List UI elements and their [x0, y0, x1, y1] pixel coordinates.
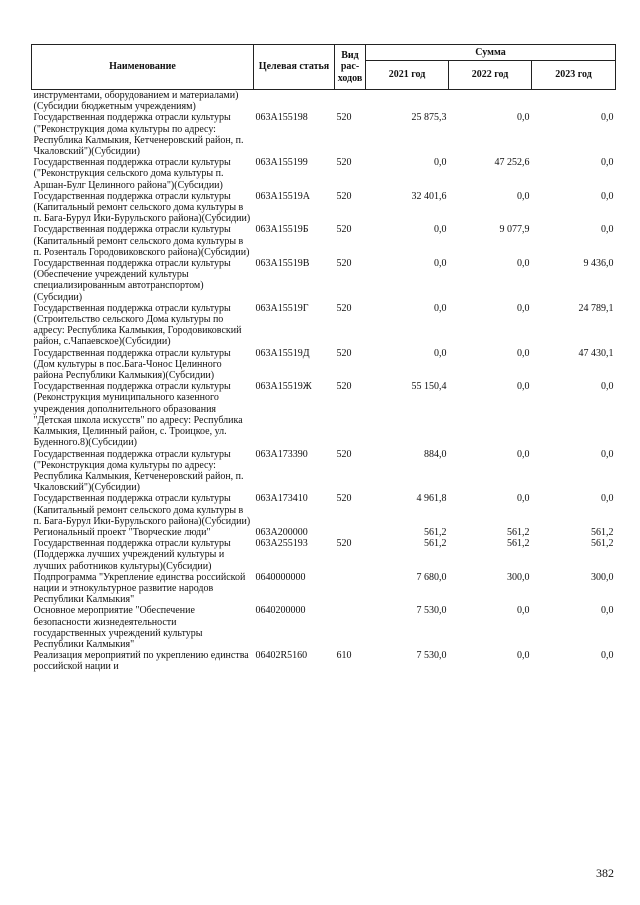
cell-sum-2023: 24 789,1 [578, 302, 614, 314]
cell-sum-2022: 0,0 [517, 448, 530, 460]
cell-expense-type: 520 [336, 157, 352, 169]
cell-sum-2022: 0,0 [517, 190, 530, 202]
cell-expense-type: 520 [336, 538, 352, 550]
cell-sum-2021: 32 401,6 [411, 190, 447, 202]
cell-sum-2023: 0,0 [601, 381, 614, 393]
cell-sum-2023: 0,0 [601, 493, 614, 505]
cell-sum-2022: 300,0 [507, 571, 530, 583]
cell-sum-2023: 0,0 [601, 448, 614, 460]
cell-sum-2022: 9 077,9 [499, 224, 530, 236]
cell-expense-type [335, 90, 366, 113]
cell-sum-2022: 561,2 [507, 526, 530, 538]
cell-sum-2021: 55 150,4 [411, 381, 447, 393]
table-row [32, 493, 616, 527]
cell-target-article: 063A173410 [255, 493, 308, 505]
cell-name: Государственная поддержка отрасли культуры (Капитальный ремонт сельского дома культуры в п. Бага-Бурул Ики-Бурульского района)(Субсидии) [33, 190, 251, 225]
header-year-2023: 2023 год [532, 61, 616, 90]
header-sum: Сумма [366, 45, 616, 61]
cell-name: Государственная поддержка отрасли культуры (Обеспечение учреждений культуры специализированным автотранспортом)(Субсидии) [33, 258, 231, 303]
cell-expense-type [335, 605, 366, 650]
cell-target-article: 063A15519Д [255, 347, 310, 359]
cell-target-article: 063A255193 [255, 538, 308, 550]
cell-sum-2022: 0,0 [517, 493, 530, 505]
table-body [32, 90, 616, 673]
cell-name: Реализация мероприятий по укреплению единства российской нации и [33, 650, 249, 673]
cell-sum-2023: 300,0 [591, 571, 614, 583]
cell-sum-2023: 0,0 [601, 190, 614, 202]
cell-name: Государственная поддержка отрасли культуры (Поддержка лучших учреждений культуры и лучших работников культуры)(Субсидии) [33, 538, 231, 572]
cell-target-article: 0640200000 [255, 605, 306, 617]
cell-sum-2022: 0,0 [517, 347, 530, 359]
cell-sum-2021: 884,0 [424, 448, 447, 460]
cell-name: Подпрограмма "Укрепление единства российской нации и этнокультурное развитие народов Республики Калмыкия" [33, 571, 246, 606]
table-row [32, 381, 616, 448]
cell-sum-2023: 0,0 [601, 605, 614, 617]
cell-sum-2022: 0,0 [517, 650, 530, 662]
table-row [32, 303, 616, 348]
cell-name: Государственная поддержка отрасли культуры (Строительство сельского Дома культуры по адресу: Республика Калмыкия, Городовиковский район, с.Чапаевское)(Субсидии) [33, 302, 242, 348]
cell-target-article [254, 90, 335, 113]
cell-sum-2021: 561,2 [424, 538, 447, 550]
cell-expense-type: 610 [336, 650, 352, 662]
cell-sum-2023: 561,2 [591, 526, 614, 538]
cell-target-article: 063A15519Г [255, 302, 309, 314]
cell-sum-2022: 0,0 [517, 258, 530, 270]
cell-expense-type: 520 [336, 448, 352, 460]
cell-expense-type: 520 [336, 190, 352, 202]
table-row [32, 112, 616, 157]
cell-expense-type: 520 [336, 302, 352, 314]
cell-sum-2022 [449, 90, 532, 113]
cell-sum-2022: 0,0 [517, 381, 530, 393]
table-row [32, 258, 616, 303]
cell-expense-type: 520 [336, 112, 352, 124]
cell-expense-type [335, 527, 366, 538]
cell-target-article: 063A15519В [255, 258, 310, 270]
cell-target-article: 063A155199 [255, 157, 308, 169]
cell-sum-2021: 7 530,0 [416, 650, 447, 662]
cell-name: Государственная поддержка отрасли культуры (Реконструкция муниципального казенного учреждения дополнительного образования "Детская школа искусств" по адресу: Республика Калмыкия, Целинный район, с. Троицкое, ул. Буденного.8)(Субсидии) [33, 381, 243, 449]
cell-sum-2021: 0,0 [434, 157, 447, 169]
cell-target-article: 063A173390 [255, 448, 308, 460]
cell-name: инструментами, оборудованием и материалами)(Субсидии бюджетным учреждениям) [33, 90, 239, 113]
cell-sum-2021: 4 961,8 [416, 493, 447, 505]
header-year-2022: 2022 год [449, 61, 532, 90]
cell-name: Основное мероприятие "Обеспечение безопасности жизнедеятельности государственных учреждений культуры Республики Калмыкия" [33, 605, 203, 650]
table-row [32, 90, 616, 113]
cell-sum-2022: 0,0 [517, 605, 530, 617]
cell-sum-2021: 0,0 [434, 258, 447, 270]
cell-target-article: 06402R5160 [255, 650, 308, 662]
cell-sum-2021: 561,2 [424, 526, 447, 538]
table-header [32, 45, 616, 90]
table-row [32, 157, 616, 191]
table-row [32, 449, 616, 494]
cell-expense-type: 520 [336, 381, 352, 393]
budget-table [31, 44, 616, 673]
table-row [32, 538, 616, 572]
cell-sum-2022: 0,0 [517, 302, 530, 314]
table-row [32, 650, 616, 672]
cell-sum-2021: 0,0 [434, 302, 447, 314]
cell-sum-2021: 7 680,0 [416, 571, 447, 583]
header-expense-type: Вид рас-ходов [335, 45, 366, 90]
table-row [32, 527, 616, 538]
cell-sum-2021 [366, 90, 449, 113]
table-row [32, 348, 616, 382]
table-row [32, 191, 616, 225]
cell-name: Государственная поддержка отрасли культуры (Дом культуры в пос.Бага-Чонос Целинного района Республики Калмыкия)(Субсидии) [33, 347, 231, 382]
header-year-2021: 2021 год [366, 61, 449, 90]
cell-name: Региональный проект "Творческие люди" [33, 526, 211, 538]
cell-sum-2021: 0,0 [434, 224, 447, 236]
cell-sum-2021: 25 875,3 [411, 112, 447, 124]
header-target-article: Целевая статья [254, 45, 335, 90]
table-row [32, 605, 616, 650]
cell-sum-2021: 0,0 [434, 347, 447, 359]
cell-sum-2023: 0,0 [601, 157, 614, 169]
cell-sum-2023: 9 436,0 [583, 258, 614, 270]
cell-target-article: 063A200000 [255, 526, 308, 538]
cell-sum-2023: 561,2 [591, 538, 614, 550]
cell-sum-2023: 0,0 [601, 650, 614, 662]
cell-sum-2023: 0,0 [601, 112, 614, 124]
table-row [32, 572, 616, 606]
cell-target-article: 063A15519А [255, 190, 310, 202]
cell-sum-2023 [532, 90, 616, 113]
cell-expense-type [335, 572, 366, 606]
cell-sum-2023: 0,0 [601, 224, 614, 236]
cell-sum-2022: 47 252,6 [494, 157, 530, 169]
cell-expense-type: 520 [336, 258, 352, 270]
cell-name: Государственная поддержка отрасли культуры ("Реконструкция сельского дома культуры п. Аршан-Булг Целинного района")(Субсидии) [33, 157, 231, 191]
cell-name: Государственная поддержка отрасли культуры (Капитальный ремонт сельского дома культуры в п. Розенталь Городовиковского района)(Субсидии) [33, 224, 250, 258]
cell-name: Государственная поддержка отрасли культуры ("Реконструкция дома культуры по адресу: Республика Калмыкия, Кетченеровский район, п. Чкаловский")(Субсидии) [33, 448, 244, 494]
cell-name: Государственная поддержка отрасли культуры (Капитальный ремонт сельского дома культуры в п. Бага-Бурул Ики-Бурульского района)(Субсидии) [33, 493, 251, 527]
cell-target-article: 063A15519Б [255, 224, 309, 236]
cell-sum-2022: 0,0 [517, 112, 530, 124]
cell-expense-type: 520 [336, 493, 352, 505]
cell-expense-type: 520 [336, 224, 352, 236]
cell-expense-type: 520 [336, 347, 352, 359]
cell-sum-2021: 7 530,0 [416, 605, 447, 617]
cell-name: Государственная поддержка отрасли культуры ("Реконструкция дома культуры по адресу: Республика Калмыкия, Кетченеровский район, п. Чкаловский")(Субсидии) [33, 112, 244, 158]
table-row [32, 224, 616, 258]
header-name: Наименование [32, 45, 254, 90]
cell-target-article: 063A15519Ж [255, 381, 312, 393]
page-number: 382 [596, 866, 614, 880]
cell-target-article: 063A155198 [255, 112, 308, 124]
cell-target-article: 0640000000 [255, 571, 306, 583]
cell-sum-2023: 47 430,1 [578, 347, 614, 359]
cell-sum-2022: 561,2 [507, 538, 530, 550]
